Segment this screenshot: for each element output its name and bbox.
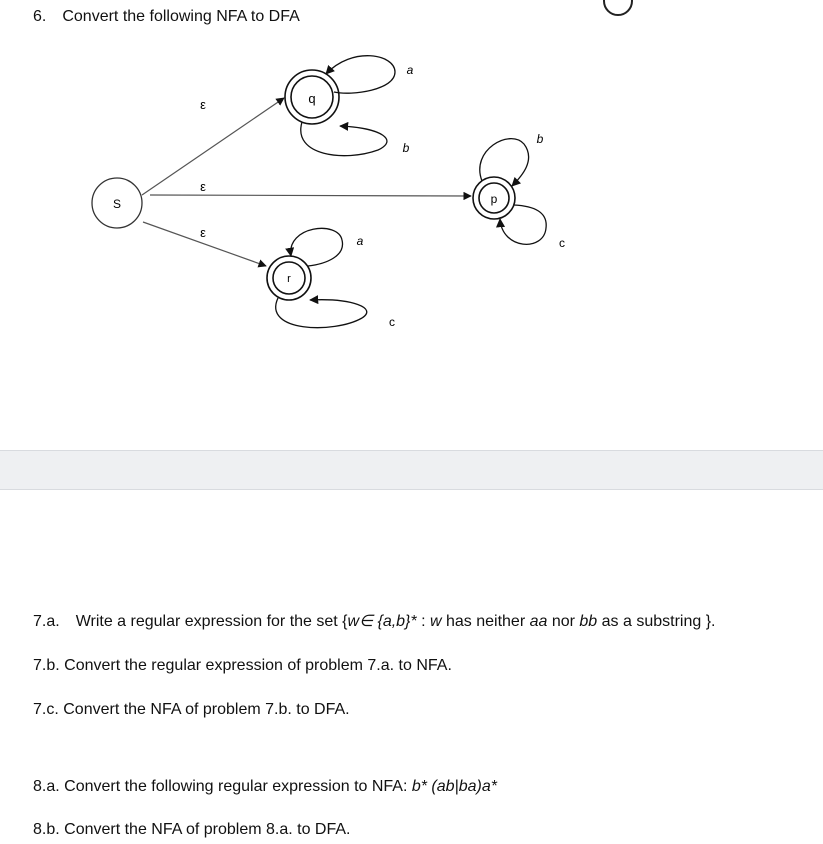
- question-7a-nor: nor: [547, 613, 580, 630]
- question-8a-prefix: 8.a. Convert the following regular expression to NFA:: [33, 778, 412, 795]
- question-7a-bb: bb: [579, 613, 598, 630]
- edge-s-q: [142, 98, 284, 195]
- question-7a: [33, 611, 716, 631]
- question-7c: 7.c. Convert the NFA of problem 7.b. to DFA.: [33, 701, 350, 718]
- question-7a-suffix: as a substring }.: [597, 613, 716, 630]
- label-s-p: ε: [200, 179, 206, 194]
- question-8b: 8.b. Convert the NFA of problem 8.a. to DFA.: [33, 821, 351, 838]
- state-q: [285, 70, 339, 124]
- question-7a-aa: aa: [529, 613, 548, 630]
- question-7a-mid: :: [416, 613, 430, 630]
- label-s-r: ε: [200, 225, 206, 240]
- state-q-label: q: [308, 91, 316, 106]
- label-s-q: ε: [200, 97, 206, 112]
- label-p-b: b: [536, 132, 544, 146]
- label-q-a: a: [406, 63, 414, 77]
- state-r: [267, 256, 311, 300]
- loop-r-c: [276, 298, 367, 328]
- question-6-text: Convert the following NFA to DFA: [62, 8, 300, 25]
- question-7a-has: has neither: [441, 613, 530, 630]
- loop-q-b: [301, 122, 387, 156]
- state-r-label: r: [287, 273, 291, 285]
- state-s-label: S: [112, 197, 122, 211]
- state-s: [92, 178, 142, 228]
- question-7a-prefix: Write a regular expression for the set {: [75, 613, 348, 630]
- question-6-number: 6.: [33, 8, 47, 25]
- question-7a-var: w: [429, 613, 442, 630]
- edge-s-p: [150, 195, 471, 196]
- label-p-c: c: [559, 236, 565, 250]
- state-p-label: p: [490, 192, 498, 206]
- question-7a-number: 7.a.: [33, 613, 60, 630]
- state-p: [473, 177, 515, 219]
- page-separator: [0, 450, 823, 490]
- question-7a-member: w∈ {a,b}*: [347, 613, 417, 630]
- question-8a-regex: b* (ab|ba)a*: [411, 778, 497, 795]
- question-8a: [33, 778, 497, 796]
- label-r-a: a: [356, 234, 364, 248]
- question-7b: 7.b. Convert the regular expression of problem 7.a. to NFA.: [33, 657, 452, 674]
- label-r-c: c: [389, 315, 395, 329]
- label-q-b: b: [402, 141, 410, 155]
